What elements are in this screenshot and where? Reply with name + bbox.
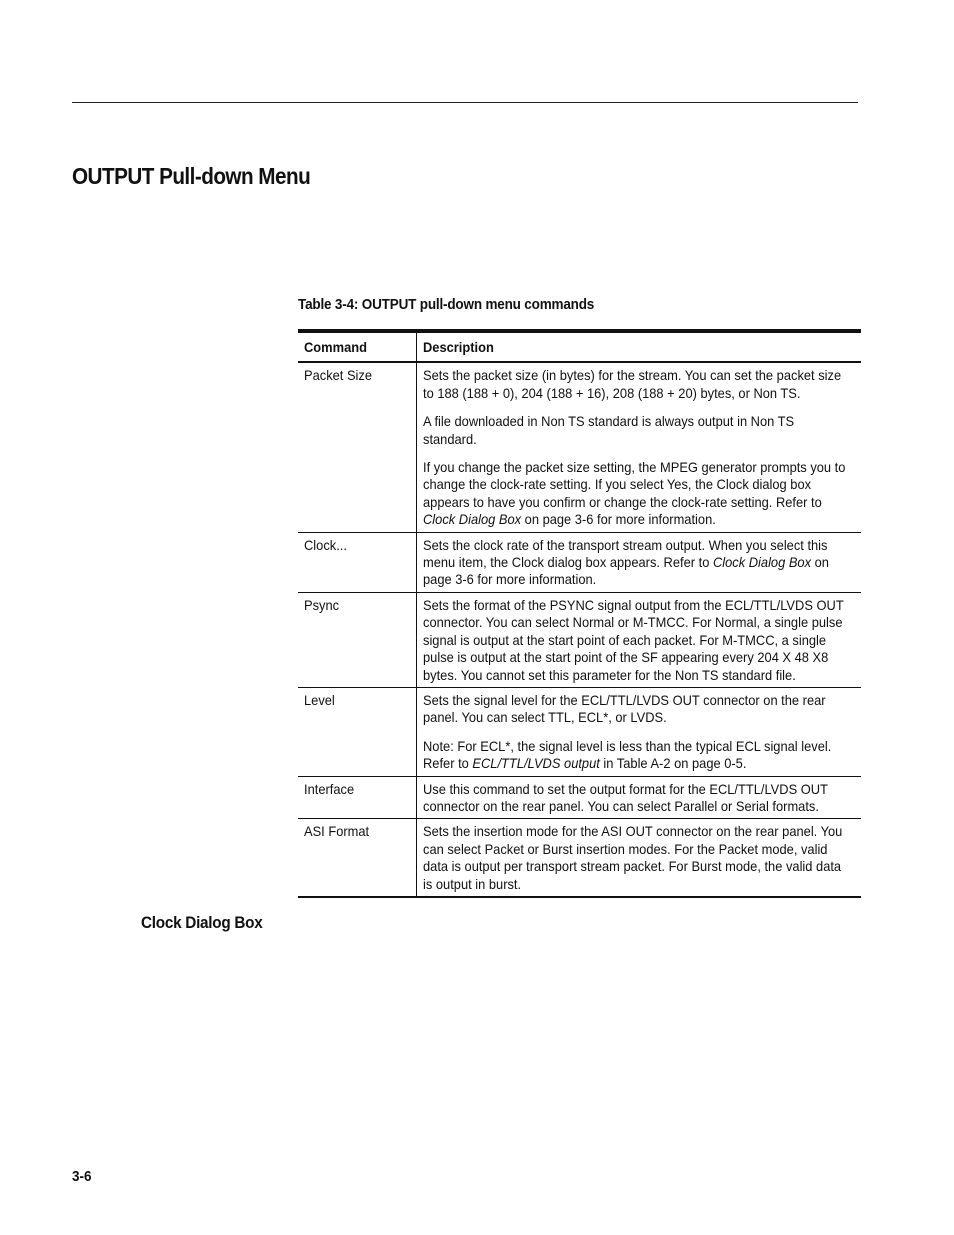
description-cell <box>417 592 862 687</box>
command-cell: Psync <box>298 592 417 687</box>
command-cell: ASI Format <box>298 819 417 897</box>
table-row <box>298 819 861 897</box>
description-paragraph: Use this command to set the output format for the ECL/TTL/LVDS OUT connector on the rear panel. You can select Parallel or Serial formats. <box>423 780 828 814</box>
description-paragraph: Sets the packet size (in bytes) for the stream. You can set the packet size to 188 (188 + 0), 204 (188 + 16), 208 (188 + 20) bytes, or Non TS. <box>423 367 842 401</box>
table-row <box>298 362 861 532</box>
page-number: 3-6 <box>72 1168 92 1185</box>
header-command: Command <box>298 331 417 362</box>
command-cell: Clock... <box>298 532 417 592</box>
description-cell <box>417 687 862 776</box>
table-row <box>298 532 861 592</box>
description-paragraph: Sets the signal level for the ECL/TTL/LVDS OUT connector on the rear panel. You can select TTL, ECL*, or LVDS. <box>423 691 826 726</box>
table-row <box>298 776 861 819</box>
top-divider <box>72 102 858 103</box>
description-cell <box>417 532 862 592</box>
description-cell <box>417 776 862 819</box>
description-paragraph: If you change the packet size setting, the MPEG generator prompts you to change the clock-rate setting. If you select Yes, the Clock dialog box appears to have you confirm or change the clock-rate setting. Refer to Clock Dialog Box on page 3-6 for more information. <box>423 459 846 528</box>
page-title: OUTPUT Pull-down Menu <box>72 163 311 189</box>
command-cell: Level <box>298 687 417 776</box>
description-paragraph: Sets the insertion mode for the ASI OUT connector on the rear panel. You can select Packet or Burst insertion modes. For the Packet mode, valid data is output per transport stream packet. For Burst mode, the valid data is output in burst. <box>423 823 843 892</box>
command-cell: Interface <box>298 776 417 819</box>
description-paragraph: A file downloaded in Non TS standard is always output in Non TS standard. <box>423 413 795 447</box>
section-heading: Clock Dialog Box <box>141 913 263 932</box>
description-cell <box>417 819 862 897</box>
description-paragraph: Sets the format of the PSYNC signal output from the ECL/TTL/LVDS OUT connector. You can select Normal or M-TMCC. For Normal, a single pulse signal is output at the start point of each packet. For M-TMCC, a single pulse is output at the start point of the SF appearing every 204 X 48 X8 bytes. You cannot set this parameter for the Non TS standard file. <box>423 596 844 683</box>
table-header-row <box>298 331 861 362</box>
header-description: Description <box>417 331 862 362</box>
output-commands-table <box>298 329 861 898</box>
description-cell <box>417 362 862 532</box>
description-paragraph: Note: For ECL*, the signal level is less than the typical ECL signal level. Refer to ECL/TTL/LVDS output in Table A-2 on page 0-5. <box>423 737 832 772</box>
table-body <box>298 362 861 897</box>
table-caption: Table 3-4: OUTPUT pull-down menu commands <box>298 296 595 313</box>
table-row <box>298 592 861 687</box>
description-paragraph: Sets the clock rate of the transport stream output. When you select this menu item, the Clock dialog box appears. Refer to Clock Dialog Box on page 3-6 for more information. <box>423 536 829 588</box>
table-row <box>298 687 861 776</box>
command-cell: Packet Size <box>298 362 417 532</box>
